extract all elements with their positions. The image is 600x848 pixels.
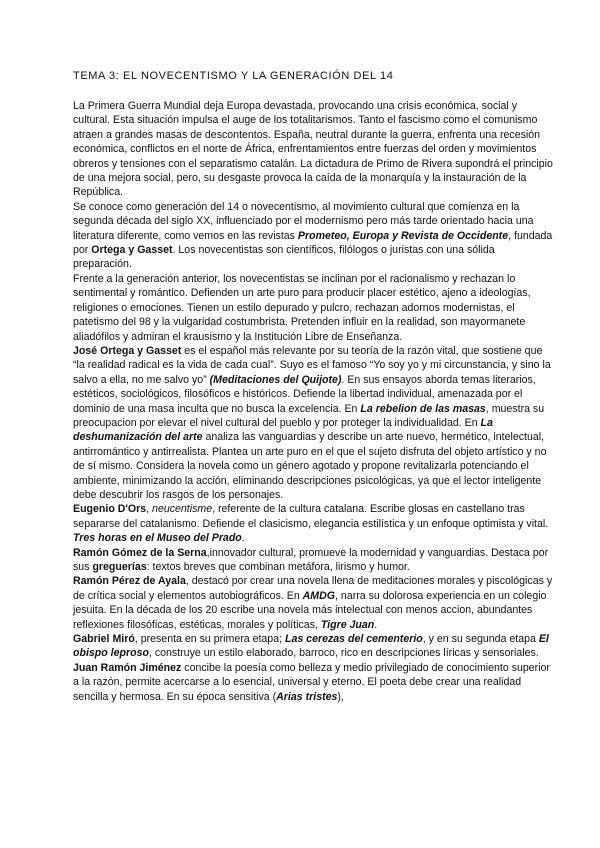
work-title: (Meditaciones del Quijote)	[209, 373, 342, 386]
document-title: TEMA 3: EL NOVECENTISMO Y LA GENERACIÓN DEL 14	[73, 70, 394, 82]
author-name: Ramón Pérez de Ayala	[73, 575, 186, 588]
work-title: Arias tristes	[276, 690, 338, 703]
work-title: Las cerezas del cementerio	[284, 633, 423, 646]
paragraph-miro: Gabriel Miró, presenta en su primera etapa; Las cerezas del cementerio, y en su segunda etapa El obispo leproso, construye un estilo elaborado, barroco, rico en descripciones líricas y sensoriales.	[73, 633, 549, 660]
paragraph-historical-context: La Primera Guerra Mundial deja Europa devastada, provocando una crisis económica, social y cultural. Esta situación impulsa el auge de los totalitarismos. Tanto el fascismo como el comunismo atraen a grandes masas de descontentos. España, neutral durante la guerra, enfrenta una recesión económica, conflictos en el norte de África, enfrentamientos entre fuerzas del orden y movimientos obreros y tensiones con el separatismo catalán. La dictadura de Primo de Rivera supondrá el principio de una mejora social, pero, su desgaste provoca la caída de la monarquía y la instauración de la República.	[73, 100, 553, 199]
author-name: Gabriel Miró	[73, 633, 135, 646]
author-name: Juan Ramón Jiménez	[73, 661, 182, 674]
paragraph-gomez-serna: Ramón Gómez de la Serna,innovador cultural, promueve la modernidad y vanguardias. Destaca por sus greguerías: textos breves que combinan metáfora, lirismo y humor.	[73, 546, 549, 573]
paragraph-perez-ayala: Ramón Pérez de Ayala, destacó por crear una novela llena de meditaciones morales y piscológicas y de crítica social y elementos autobiográficos. En AMDG, narra su dolorosa experiencia en un colegio jesuita. En la década de los 20 escribe una novela más intelectual con menos accion, abundantes reflexiones filosóficas, estéticas, morales y políticas, Tigre Juan.	[73, 575, 553, 631]
document-body	[73, 99, 555, 704]
term-italic: neucentisme	[152, 503, 213, 516]
work-title: Tigre Juan	[320, 618, 375, 631]
work-title: La rebelion de las masas	[360, 402, 486, 415]
term-bold: greguerías	[92, 561, 147, 573]
paragraph-dors: Eugenio D'Ors, neucentisme, referente de la cultura catalana. Escribe glosas en castellano tras separarse del catalanismo. Defiende el clasicismo, elegancia estilística y un enfoque optimista y vital. Tres horas en el Museo del Prado.	[73, 503, 549, 545]
paragraph-characteristics: Frente a la generación anterior, los novecentistas se inclinan por el racionalismo y rechazan lo sentimental y romántico. Defienden un arte puro para producir placer estético, ajeno a ideologías, religiones o emociones. Tienen un estilo depurado y pulcro, rechazan adornos modernistas, el patetismo del 98 y la vulgaridad costumbrista. Pretenden influir en la realidad, son mayormanete aliadófilos y admiran el krausismo y la Institución Libre de Enseñanza.	[73, 272, 531, 343]
author-name: Ortega y Gasset	[91, 244, 173, 257]
work-title: La deshumanización del arte	[73, 416, 493, 444]
work-title: AMDG	[302, 589, 336, 602]
author-name: Ramón Gómez de la Serna	[73, 546, 207, 559]
work-title: Tres horas en el Museo del Prado	[73, 532, 242, 545]
author-name: José Ortega y Gasset	[73, 344, 182, 357]
paragraph-generation-definition: Se conoce como generación del 14 o novecentismo, al movimiento cultural que comienza en la segunda década del siglo XX, influenciado por el modernismo pero más tarde orientado hacia una literatura diferente, como vemos en las revistas Prometeo, Europa y Revista de Occidente, fundada por Ortega y Gasset. Los novecentistas son científicos, filólogos o juristas con una sólida preparación.	[73, 200, 553, 271]
paragraph-juan-ramon: Juan Ramón Jiménez concibe la poesía como belleza y medio privilegiado de conocimiento superior a la razón, permite acercarse a lo esencial, universal y eterno. El poeta debe crear una realidad sencilla y hermosa. En su época sensitiva (Arias tristes),	[73, 661, 550, 703]
author-name: Eugenio D'Ors	[73, 503, 147, 516]
paragraph-ortega: José Ortega y Gasset es el español más relevante por su teoría de la razón vital, que sostiene que “la realidad radical es la vida de cada cual”. Suyo es el famoso “Yo soy yo y mi circunstancia, y sino la salvo a ella, no me salvo yo” (Meditaciones del Quijote). En sus ensayos aborda temas literarios, estéticos, sociológicos, filosóficos e históricos. Defiende la libertad individual, amenazada por el dominio de una masa inculta que no busca la excelencia. En La rebelion de las masas, muestra su preocupacion por elevar el nivel cultural del pueblo y por proteger la individualidad. En La deshumanización del arte analiza las vanguardias y describe un arte nuevo, hermético, intelectual, antirromántico y antirrealista. Plantea un arte puro en el que el sujeto disfruta del objeto artístico y no de sí mismo. Considera la novela como un género agotado y propone revitalizarla potenciando el ambiente, minimizando la acción, eliminando descripciones psicológicas, ya que el lector inteligente debe descubrir los rasgos de los personajes.	[73, 344, 551, 501]
work-title: El obispo leproso	[73, 633, 549, 660]
magazines-title: Prometeo, Europa y Revista de Occidente	[297, 229, 509, 242]
